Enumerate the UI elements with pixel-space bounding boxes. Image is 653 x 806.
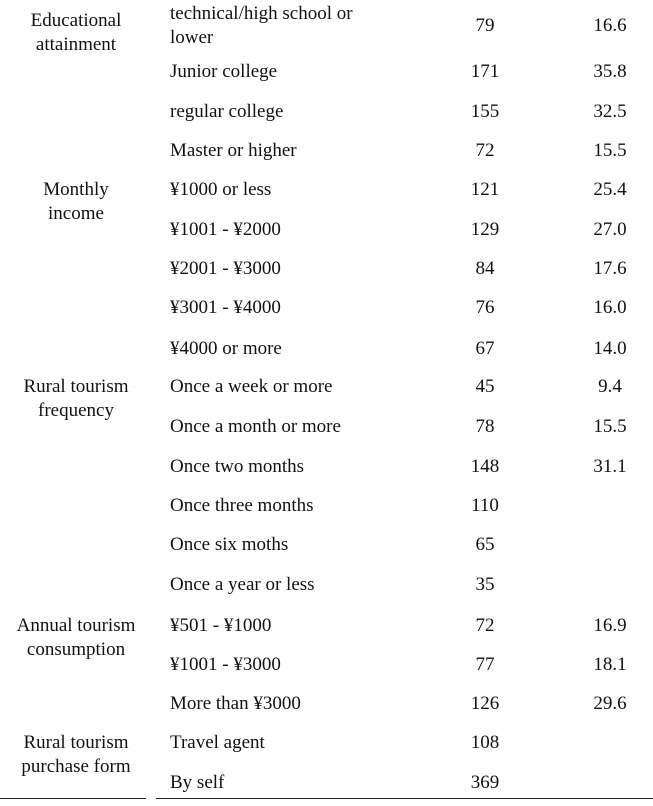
item-label: regular college xyxy=(170,101,284,122)
category-label: Educational attainment xyxy=(30,10,122,55)
item-label: More than ¥3000 xyxy=(170,693,301,714)
item-label: Once a week or more xyxy=(170,376,333,397)
percent-value: 25.4 xyxy=(593,179,627,200)
count-value: 79 xyxy=(475,15,495,36)
percent-value: 27.0 xyxy=(593,219,627,240)
percent-value: 18.1 xyxy=(593,654,627,675)
percent-value: 17.6 xyxy=(593,258,627,279)
count-value: 129 xyxy=(470,219,500,240)
count-value: 76 xyxy=(475,297,495,318)
bottom-rule-left xyxy=(0,798,146,799)
count-value: 78 xyxy=(475,416,495,437)
item-label: ¥1001 - ¥3000 xyxy=(170,654,281,675)
count-value: 77 xyxy=(475,654,495,675)
item-label: Junior college xyxy=(170,61,278,82)
item-label: ¥1000 or less xyxy=(170,179,272,200)
percent-value: 32.5 xyxy=(593,101,627,122)
item-label: ¥2001 - ¥3000 xyxy=(170,258,281,279)
count-value: 369 xyxy=(470,772,500,793)
category-label: Annual tourism consumption xyxy=(16,615,136,660)
item-label: Once two months xyxy=(170,456,305,477)
bottom-rule-right xyxy=(156,798,653,799)
item-label: Once a month or more xyxy=(170,416,341,437)
item-label: Once a year or less xyxy=(170,574,315,595)
count-value: 35 xyxy=(475,574,495,595)
category-label: Rural tourism frequency xyxy=(23,376,129,421)
item-label: Master or higher xyxy=(170,140,297,161)
percent-value: 31.1 xyxy=(593,456,627,477)
percent-value: 35.8 xyxy=(593,61,627,82)
percent-value: 15.5 xyxy=(593,416,627,437)
count-value: 110 xyxy=(471,495,499,516)
category-label: Rural tourism purchase form xyxy=(21,732,131,777)
item-label: Once three months xyxy=(170,495,314,516)
count-value: 84 xyxy=(475,258,495,279)
count-value: 67 xyxy=(475,338,495,359)
item-label: Travel agent xyxy=(170,732,265,753)
percent-value: 29.6 xyxy=(593,693,627,714)
item-label: Once six moths xyxy=(170,534,289,555)
count-value: 108 xyxy=(470,732,500,753)
count-value: 45 xyxy=(475,376,495,397)
count-value: 155 xyxy=(470,101,500,122)
percent-value: 15.5 xyxy=(593,140,627,161)
category-label: Monthly income xyxy=(43,179,109,224)
count-value: 171 xyxy=(470,61,500,82)
count-value: 72 xyxy=(475,140,495,161)
item-label: ¥4000 or more xyxy=(170,338,282,359)
item-label: ¥1001 - ¥2000 xyxy=(170,219,281,240)
count-value: 148 xyxy=(470,456,500,477)
count-value: 126 xyxy=(470,693,500,714)
percent-value: 16.9 xyxy=(593,615,627,636)
percent-value: 14.0 xyxy=(593,338,627,359)
count-value: 65 xyxy=(475,534,495,555)
item-label: By self xyxy=(170,772,225,793)
percent-value: 9.4 xyxy=(598,376,622,397)
percent-value: 16.6 xyxy=(593,15,627,36)
count-value: 72 xyxy=(475,615,495,636)
percent-value: 16.0 xyxy=(593,297,627,318)
item-label: technical/high school or lower xyxy=(170,3,353,48)
count-value: 121 xyxy=(470,179,500,200)
item-label: ¥3001 - ¥4000 xyxy=(170,297,281,318)
item-label: ¥501 - ¥1000 xyxy=(170,615,272,636)
